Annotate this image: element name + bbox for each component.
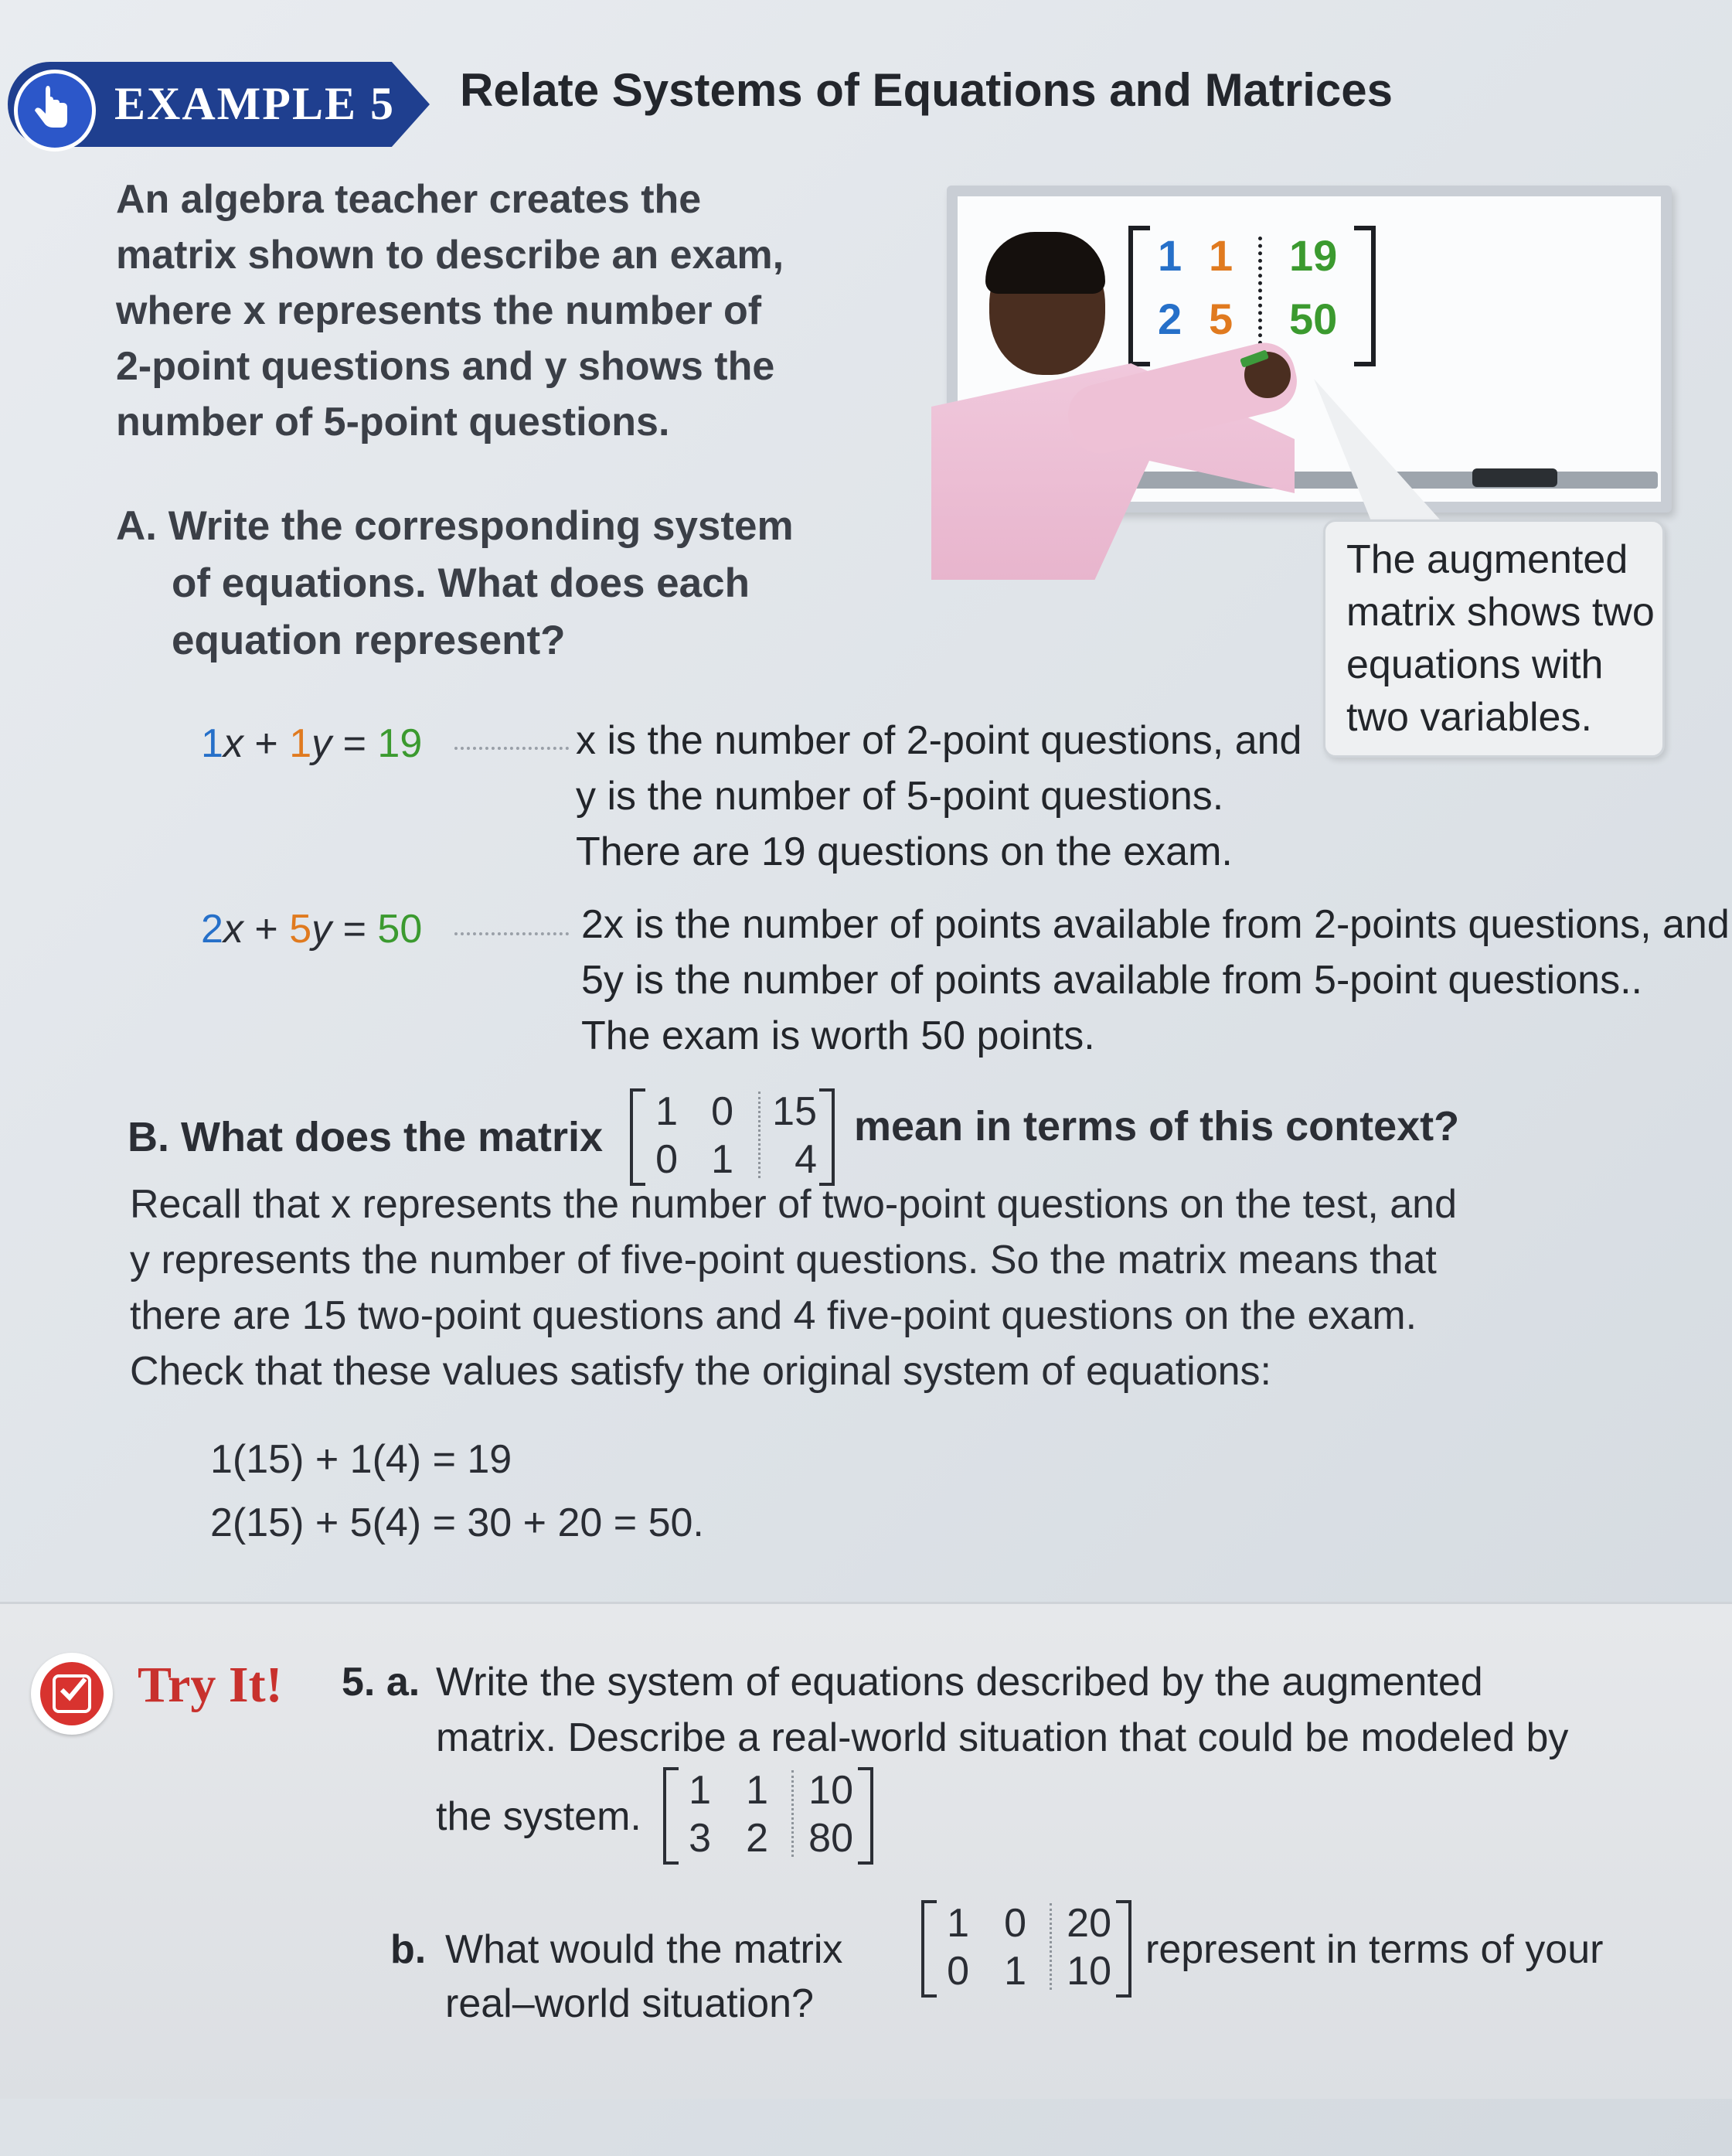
answer-line: y represents the number of five-point questions. So the matrix means that bbox=[130, 1238, 1437, 1282]
intro-line: 2-point questions and y shows the bbox=[116, 344, 775, 389]
part-b-matrix bbox=[630, 1088, 835, 1186]
try-it-5a-line: matrix. Describe a real-world situation that could be modeled by bbox=[436, 1715, 1569, 1760]
matrix-entry: 15 bbox=[772, 1089, 817, 1134]
right-bracket bbox=[1354, 226, 1376, 366]
callout-line: equations with bbox=[1346, 642, 1604, 687]
try-it-5b-line2: real–world situation? bbox=[445, 1981, 814, 2026]
answer-line: Recall that x represents the number of two-point questions on the test, and bbox=[130, 1182, 1457, 1227]
matrix-entry: 1 bbox=[746, 1768, 768, 1813]
left-bracket bbox=[921, 1900, 937, 1998]
intro-line: number of 5-point questions. bbox=[116, 400, 670, 444]
part-b-answer bbox=[130, 1177, 1457, 1399]
matrix-divider bbox=[791, 1770, 794, 1857]
matrix-divider bbox=[1050, 1903, 1052, 1990]
checkbox-icon bbox=[53, 1674, 91, 1713]
equation-1: 1x + 1y = 19 bbox=[201, 721, 423, 766]
left-bracket bbox=[630, 1088, 645, 1186]
explanation-line: x is the number of 2-point questions, and bbox=[576, 718, 1302, 763]
check-equation-2: 2(15) + 5(4) = 30 + 20 = 50. bbox=[210, 1500, 704, 1545]
part-a-line: equation represent? bbox=[172, 618, 566, 663]
matrix-entry: 2 bbox=[1158, 295, 1182, 343]
pointer-hand-icon bbox=[14, 70, 96, 152]
try-it-5b-prefix: What would the matrix bbox=[445, 1927, 843, 1972]
matrix-entry: 20 bbox=[1067, 1901, 1111, 1946]
intro-line: matrix shown to describe an exam, bbox=[116, 233, 784, 278]
right-bracket bbox=[819, 1088, 835, 1186]
intro-line: An algebra teacher creates the bbox=[116, 177, 702, 222]
try-it-5b-suffix: represent in terms of your bbox=[1145, 1927, 1604, 1972]
matrix-entry: 80 bbox=[808, 1816, 853, 1861]
matrix-entry: 10 bbox=[1067, 1949, 1111, 1994]
matrix-entry: 1 bbox=[1209, 231, 1233, 280]
part-a-line: of equations. What does each bbox=[172, 560, 750, 606]
try-it-5a-matrix bbox=[663, 1767, 873, 1865]
try-it-5b-matrix bbox=[921, 1900, 1131, 1998]
leader-dots bbox=[454, 747, 569, 750]
part-a-question bbox=[116, 498, 794, 669]
matrix-entry: 0 bbox=[655, 1137, 678, 1182]
matrix-entry: 2 bbox=[746, 1816, 768, 1861]
part-b-question-prefix: B. What does the matrix bbox=[128, 1114, 604, 1160]
matrix-entry: 0 bbox=[1004, 1901, 1026, 1946]
equation-2-explanation bbox=[581, 897, 1730, 1064]
matrix-entry: 1 bbox=[655, 1089, 678, 1134]
board-augmented-matrix bbox=[1128, 226, 1376, 357]
try-it-5a-line: Write the system of equations described by the augmented bbox=[436, 1660, 1483, 1705]
explanation-line: 5y is the number of points available from 5-point questions.. bbox=[581, 958, 1642, 1003]
matrix-entry: 5 bbox=[1209, 295, 1233, 343]
left-bracket bbox=[1128, 226, 1150, 366]
callout-line: two variables. bbox=[1346, 695, 1592, 740]
matrix-entry: 19 bbox=[1289, 231, 1338, 280]
leader-dots bbox=[454, 932, 569, 935]
eraser-icon bbox=[1472, 468, 1557, 487]
right-bracket bbox=[1116, 1900, 1131, 1998]
answer-line: Check that these values satisfy the original system of equations: bbox=[130, 1349, 1271, 1394]
matrix-entry: 4 bbox=[795, 1137, 817, 1182]
equation-2: 2x + 5y = 50 bbox=[201, 907, 423, 952]
right-bracket bbox=[858, 1767, 873, 1865]
part-a-line: A. Write the corresponding system bbox=[116, 503, 794, 549]
callout-text bbox=[1346, 533, 1655, 744]
left-bracket bbox=[663, 1767, 679, 1865]
matrix-entry: 1 bbox=[1158, 231, 1182, 280]
example-title: Relate Systems of Equations and Matrices bbox=[460, 64, 1393, 116]
try-it-5a-prefix: the system. bbox=[436, 1794, 641, 1839]
matrix-entry: 1 bbox=[689, 1768, 711, 1813]
matrix-entry: 1 bbox=[1004, 1949, 1026, 1994]
matrix-entry: 10 bbox=[808, 1768, 853, 1813]
try-it-5b-number: b. bbox=[390, 1927, 427, 1972]
answer-line: there are 15 two-point questions and 4 five-point questions on the exam. bbox=[130, 1293, 1417, 1338]
intro-paragraph bbox=[116, 172, 858, 450]
matrix-entry: 50 bbox=[1289, 295, 1338, 343]
explanation-line: y is the number of 5-point questions. bbox=[576, 774, 1224, 819]
matrix-entry: 0 bbox=[947, 1949, 969, 1994]
part-b-question-suffix: mean in terms of this context? bbox=[854, 1103, 1460, 1150]
check-equation-1: 1(15) + 1(4) = 19 bbox=[210, 1437, 512, 1482]
example-badge: EXAMPLE 5 bbox=[114, 78, 395, 129]
try-it-5a-number: 5. a. bbox=[342, 1660, 420, 1705]
matrix-entry: 1 bbox=[711, 1137, 733, 1182]
matrix-divider bbox=[758, 1092, 761, 1178]
callout-line: The augmented bbox=[1346, 537, 1628, 582]
matrix-entry: 3 bbox=[689, 1816, 711, 1861]
intro-line: where x represents the number of bbox=[116, 288, 762, 333]
callout-line: matrix shows two bbox=[1346, 590, 1655, 635]
explanation-line: There are 19 questions on the exam. bbox=[576, 829, 1233, 874]
try-it-label: Try It! bbox=[138, 1657, 283, 1713]
matrix-entry: 0 bbox=[711, 1089, 733, 1134]
matrix-divider bbox=[1258, 237, 1262, 345]
explanation-line: 2x is the number of points available from 2-points questions, and bbox=[581, 902, 1730, 947]
equation-1-explanation bbox=[576, 713, 1302, 880]
explanation-line: The exam is worth 50 points. bbox=[581, 1013, 1095, 1058]
matrix-entry: 1 bbox=[947, 1901, 969, 1946]
